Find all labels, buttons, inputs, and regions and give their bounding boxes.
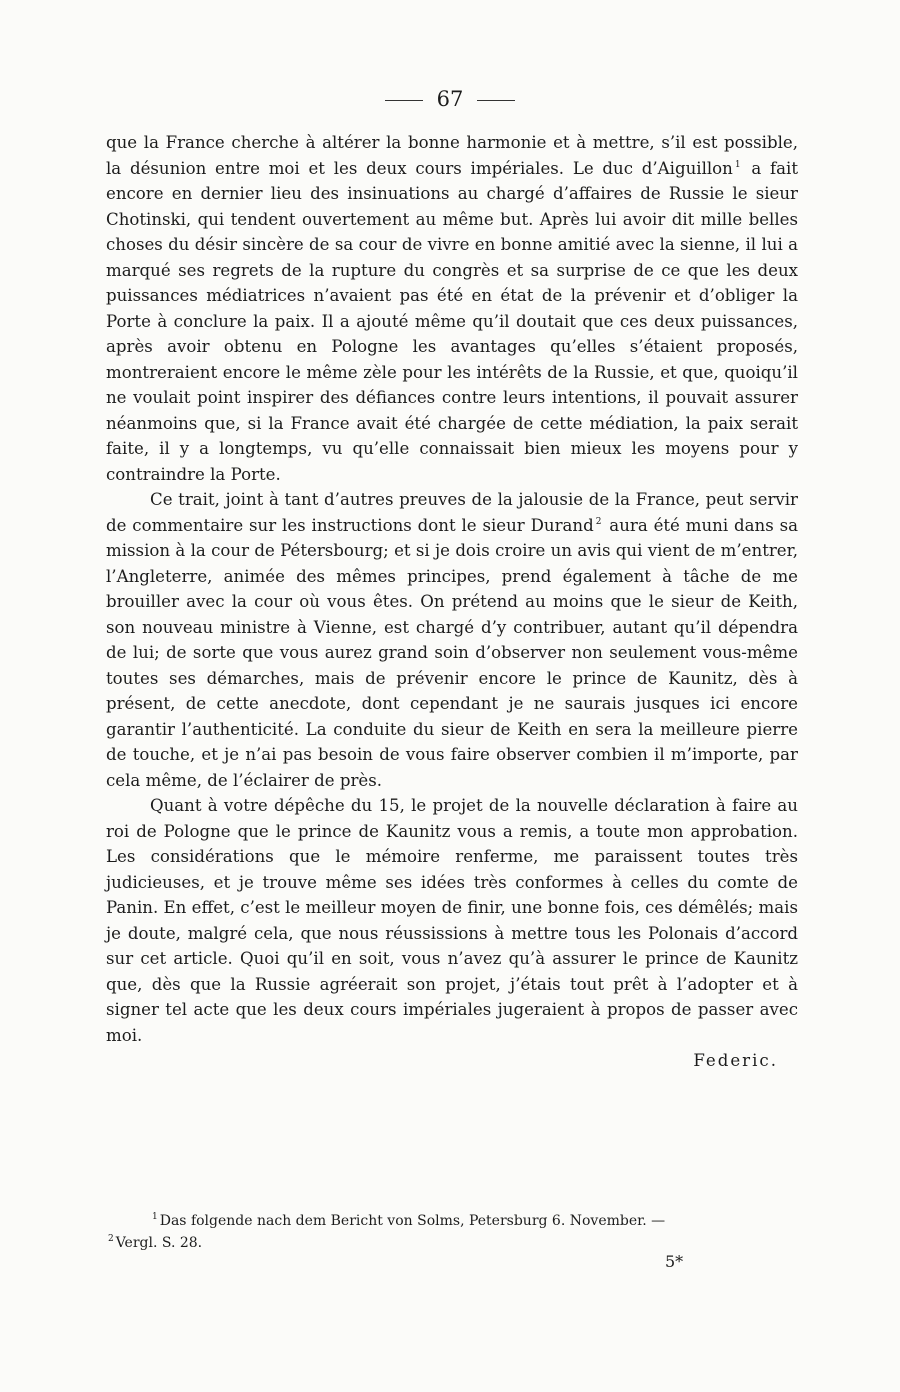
page-number: 67: [436, 87, 464, 111]
header-rule-right: [477, 100, 515, 101]
footnotes: [106, 1210, 798, 1254]
paragraph-text: aura été muni dans sa mission à la cour de Pétersbourg; et si je dois croire un avis qui vient de m’entrer, l’Angleterre, animée des mêmes principes, prend également à tâche de me brouiller avec la cour où vous êtes. On prétend au moins que le sieur de Keith, son nouveau ministre à Vienne, est chargé d’y contribuer, autant qu’il dépendra de lui; de sorte que vous aurez grand soin d’observer non seulement vous-même toutes ses démarches, mais de prévenir encore le prince de Kaunitz, dès à présent, de cette anecdote, dont cependant je ne saurais jusques ici encore garantir l’authenticité. La conduite du sieur de Keith en sera la meilleure pierre de touche, et je n’ai pas besoin de vous faire observer combien il m’importe, par cela même, de l’éclairer de près.: [106, 515, 798, 790]
footnote: [106, 1210, 798, 1232]
signature: Federic.: [693, 1051, 778, 1070]
paragraph: Quant à votre dépêche du 15, le projet de la nouvelle déclaration à faire au roi de Pologne que le prince de Kaunitz vous a remis, a toute mon approbation. Les considérations que le mémoire renferme, me paraissent toutes très judicieuses, et je trouve même ses idées très conformes à celles du comte de Panin. En effet, c’est le meilleur moyen de finir, une bonne fois, ces démêlés; mais je doute, malgré cela, que nous réussissions à mettre tous les Polonais d’accord sur cet article. Quoi qu’il en soit, vous n’avez qu’à assurer le prince de Kaunitz que, dès que la Russie agréerait son projet, j’étais tout prêt à l’adopter et à signer tel acte que les deux cours impériales jugeraient à propos de passer avec moi.: [106, 796, 798, 1045]
printer-signature-mark: 5*: [665, 1252, 684, 1271]
footnote-ref[interactable]: 2: [595, 516, 602, 527]
paragraph-text: a fait encore en dernier lieu des insinuations au chargé d’affaires de Russie le sieur Chotinski, qui tendent ouvertement au même but. Après lui avoir dit mille belles choses du désir sincère de sa cour de vivre en bonne amitié avec la sienne, il lui a marqué ses regrets de la rupture du congrès et sa surprise de ce que les deux puissances médiatrices n’avaient pas été en état de la prévenir et d’obliger la Porte à conclure la paix. Il a ajouté même qu’il doutait que ces deux puissances, après avoir obtenu en Pologne les avantages qu’elles s’étaient proposés, montreraient encore le même zèle pour les intérêts de la Russie, et que, quoiqu’il ne voulait point inspirer des défiances contre leurs intentions, il pouvait assurer néanmoins que, si la France avait été chargée de cette médiation, la paix serait faite, il y a longtemps, vu qu’elle connaissait bien mieux les moyens pour y contraindre la Porte.: [106, 158, 799, 484]
letter-body: [106, 130, 798, 1074]
paragraph-text: Ce trait, joint à tant d’autres preuves de la jalousie de la France, peut servir de commentaire sur les instructions dont le sieur Durand: [106, 490, 798, 535]
footnote: [106, 1232, 798, 1254]
page-header: [0, 84, 900, 114]
footnote-mark: 2: [108, 1234, 114, 1245]
footnote-ref[interactable]: 1: [734, 159, 741, 170]
footnote-text: Das folgende nach dem Bericht von Solms, Petersburg 6. November. —: [159, 1213, 666, 1229]
footnote-text: Vergl. S. 28.: [115, 1235, 203, 1251]
paragraph: [106, 130, 798, 487]
footnote-mark: 1: [152, 1212, 158, 1223]
paragraph-text: que la France cherche à altérer la bonne harmonie et à mettre, s’il est possible, la désunion entre moi et les deux cours impériales. Le duc d’Aiguillon: [106, 133, 798, 178]
header-rule-left: [385, 100, 423, 101]
paragraph: [106, 487, 798, 793]
